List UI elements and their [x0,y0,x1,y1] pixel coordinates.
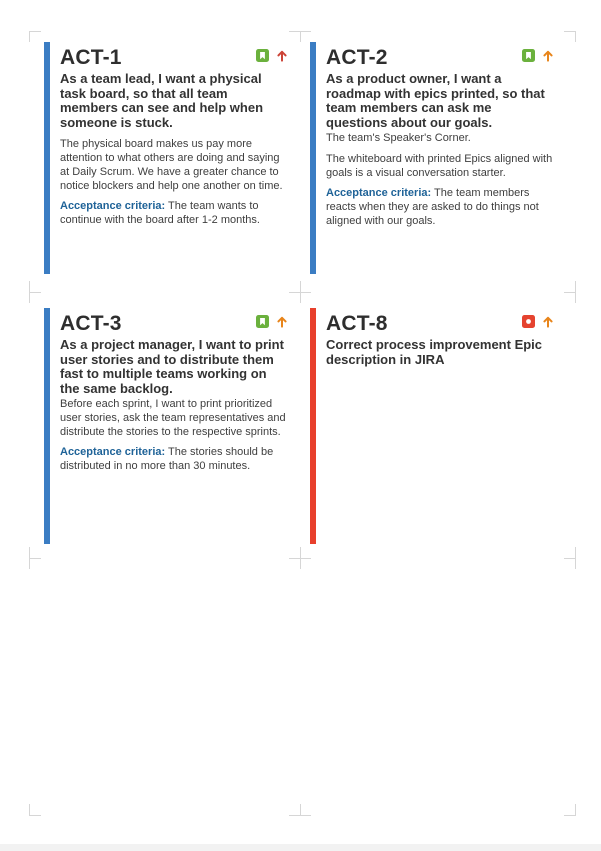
card-act-8 [310,308,560,544]
crop-mark [575,281,576,303]
acceptance-criteria [60,199,288,227]
card-accent-bar [310,308,316,544]
card-act-2 [310,42,560,274]
priority-high-icon [276,315,288,328]
description-paragraph: Before each sprint, I want to print prioritized user stories, ask the team representatives and distribute the stories to the respective sprints. [60,398,286,438]
crop-mark [29,31,30,42]
card-key: ACT-3 [60,312,122,335]
crop-mark [575,31,576,42]
crop-mark [29,281,30,303]
crop-mark [29,547,30,569]
page-bottom-edge [0,844,601,851]
crop-mark [300,281,301,303]
card-summary: As a project manager, I want to print user stories and to distribute them fast to multiple teams working on the same backlog. [60,337,284,396]
acceptance-criteria-text: The stories should be distributed in no more than 30 minutes. [60,446,274,472]
description-paragraph: The physical board makes us pay more attention to what others are doing and saying at Daily Scrum. We have a greater chance to notice blockers and help one another on time. [60,138,283,192]
crop-mark [575,804,576,816]
story-icon [256,49,269,62]
card-key: ACT-8 [326,312,388,335]
card-summary: As a product owner, I want a roadmap with epics printed, so that team members can ask me questions about our goals. [326,71,545,130]
card-key: ACT-2 [326,46,388,69]
crop-mark [29,558,41,559]
crop-mark [29,815,41,816]
acceptance-criteria-label: Acceptance criteria: [60,446,166,458]
crop-mark [575,547,576,569]
acceptance-criteria [60,445,288,473]
card-key: ACT-1 [60,46,122,69]
crop-mark [300,804,301,816]
crop-mark [300,31,301,42]
acceptance-criteria-label: Acceptance criteria: [326,187,432,199]
story-icon [256,315,269,328]
priority-highest-icon [276,49,288,62]
acceptance-criteria-label: Acceptance criteria: [60,200,166,212]
card-accent-bar [44,42,50,274]
acceptance-criteria-text: The team members reacts when they are asked to do things not aligned with our goals. [326,187,539,227]
card-accent-bar [44,308,50,544]
priority-high-icon [542,49,554,62]
card-accent-bar [310,42,316,274]
priority-high-icon [542,315,554,328]
acceptance-criteria-text: The team wants to continue with the board after 1-2 months. [60,200,260,226]
card-act-1 [44,42,294,274]
acceptance-criteria [326,186,554,228]
card-act-3 [44,308,294,544]
card-summary: As a team lead, I want a physical task board, so that all team members can see and help when someone is stuck. [60,71,264,130]
story-icon [522,49,535,62]
card-summary: Correct process improvement Epic description in JIRA [326,337,543,367]
crop-mark [300,547,301,569]
crop-mark [29,804,30,816]
crop-mark [29,31,41,32]
crop-mark [29,292,41,293]
description-paragraph: The whiteboard with printed Epics aligned with goals is a visual conversation starter. [326,153,553,179]
description-paragraph: The team's Speaker's Corner. [326,132,471,144]
bug-icon [522,315,535,328]
